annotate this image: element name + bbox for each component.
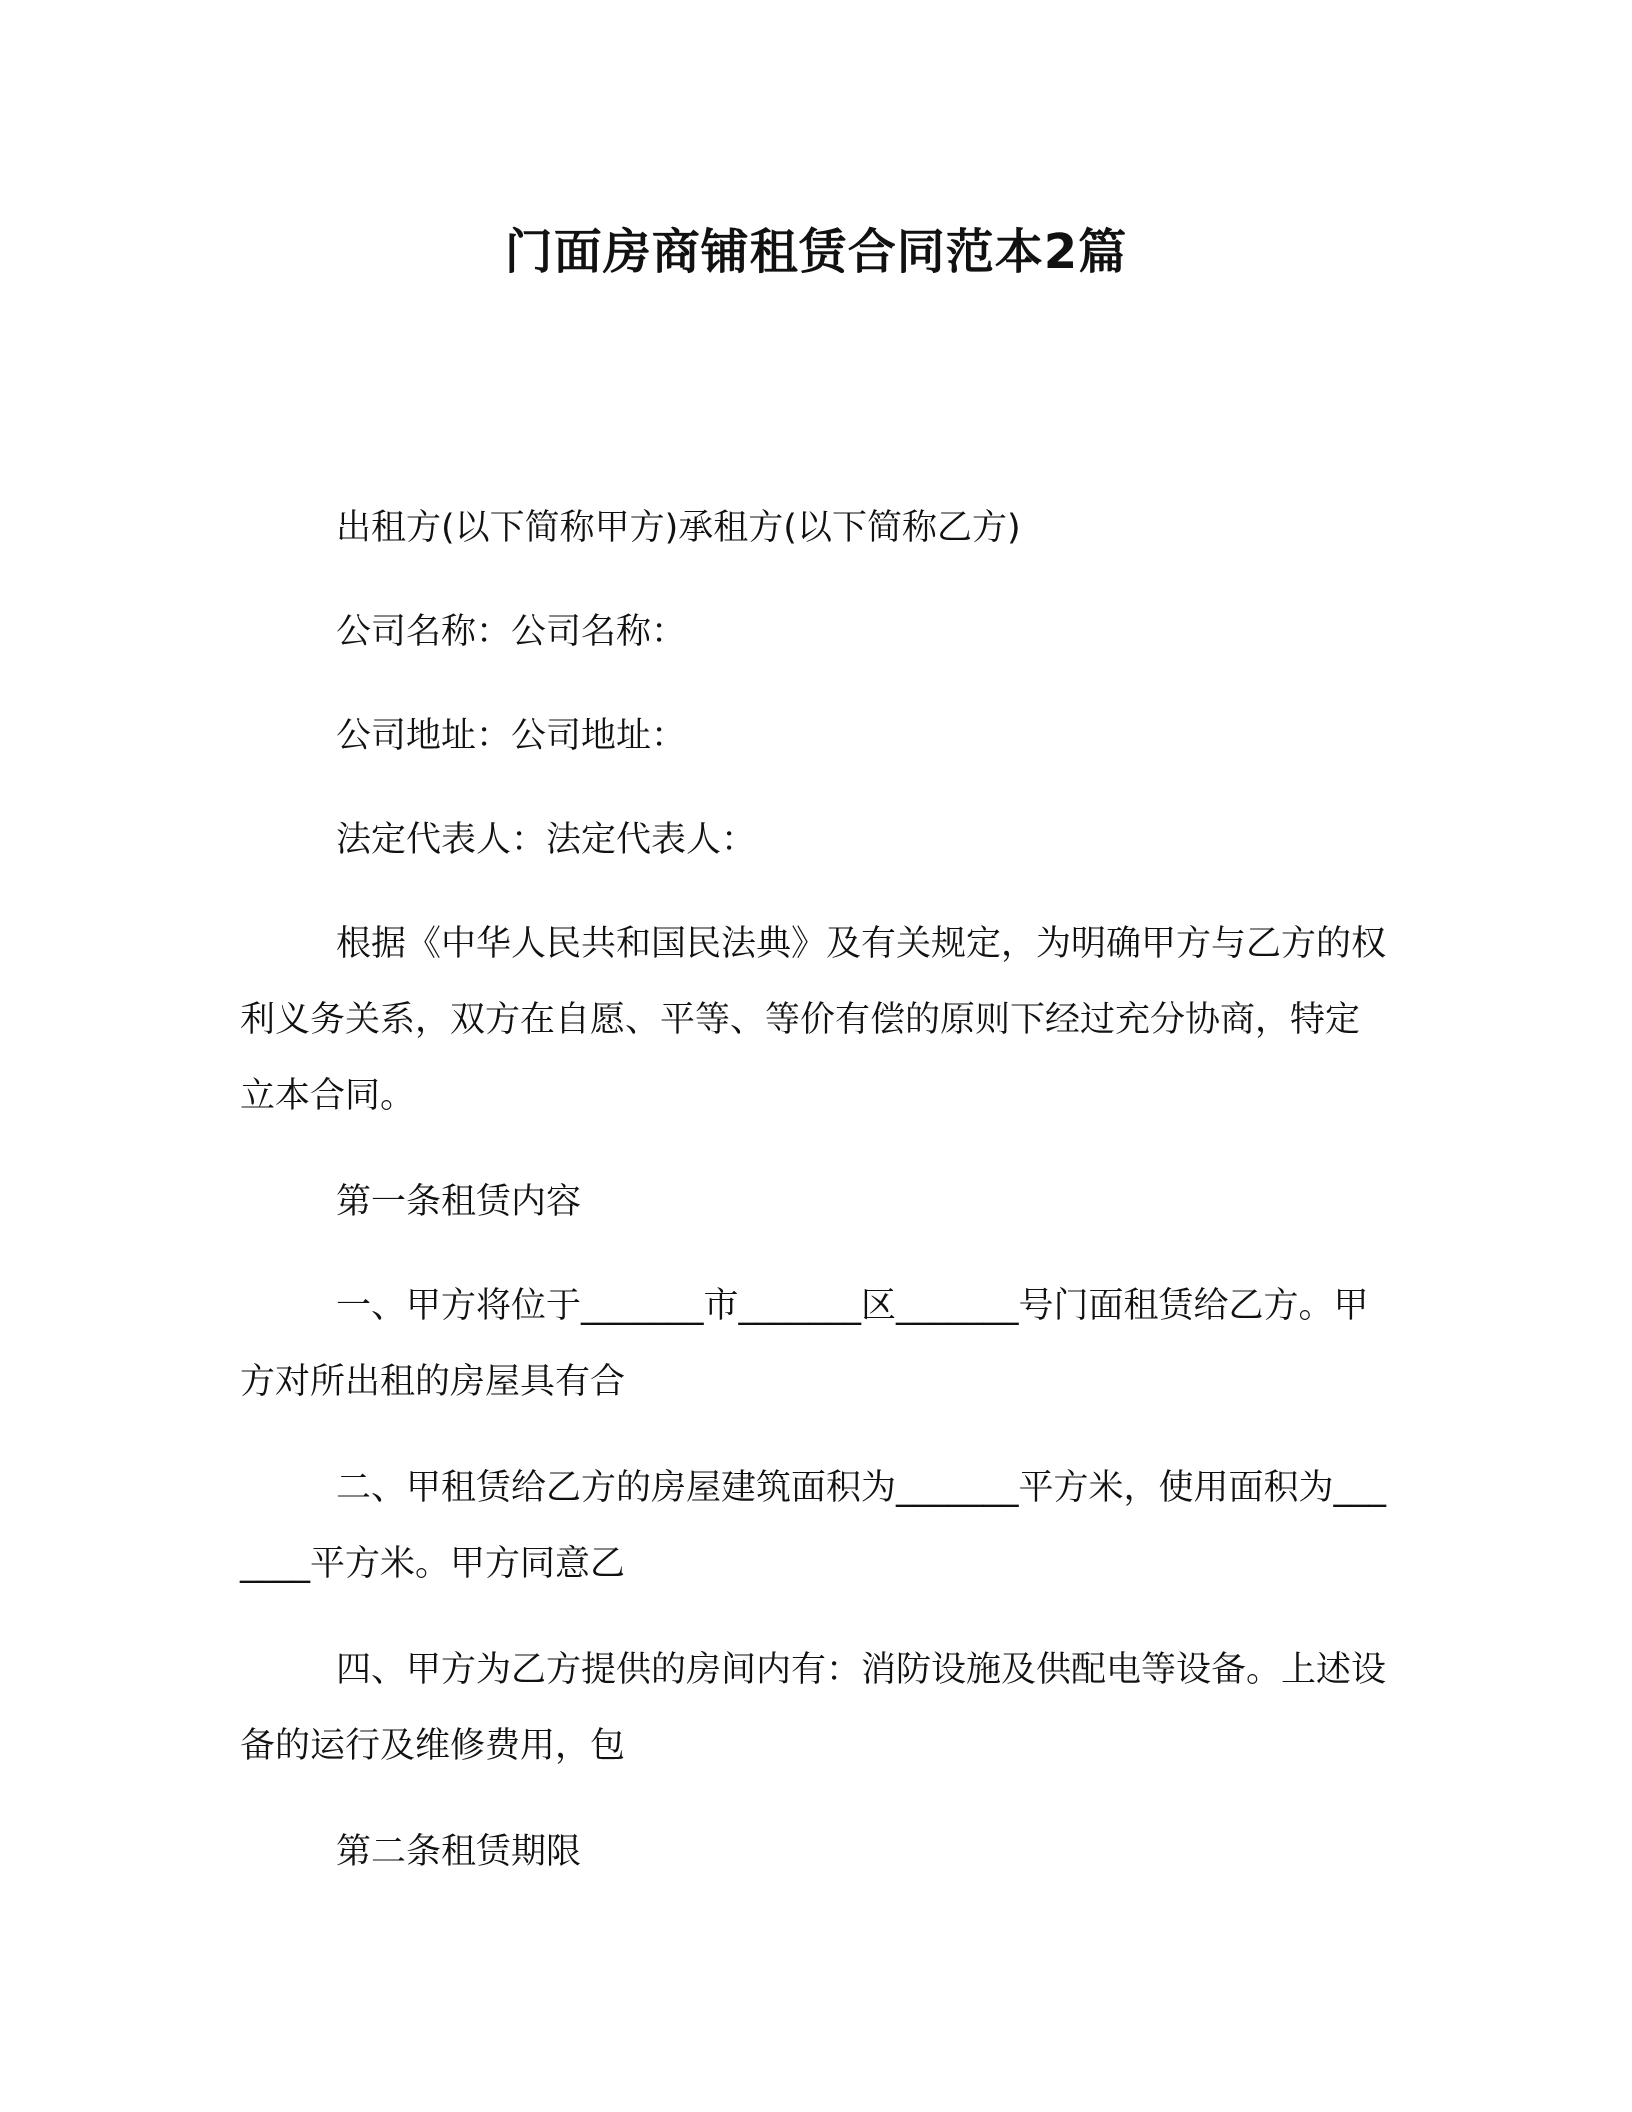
parties-line: 出租方(以下简称甲方)承租方(以下简称乙方)	[336, 508, 1021, 548]
clause-two-paragraph: 二、甲租赁给乙方的房屋建筑面积为_______平方米，使用面积为_______平方米。甲方同意乙	[240, 1468, 1387, 1584]
document-body	[240, 490, 1390, 1918]
document-title: 门面房商铺租赁合同范本2篇	[504, 224, 1128, 280]
article-two-heading: 第二条租赁期限	[336, 1832, 582, 1872]
company-name-line: 公司名称：公司名称：	[336, 612, 687, 652]
clause-four-paragraph: 四、甲方为乙方提供的房间内有：消防设施及供配电等设备。上述设备的运行及维修费用，包	[240, 1650, 1387, 1766]
legal-representative-line: 法定代表人：法定代表人：	[336, 820, 757, 860]
article-one-heading: 第一条租赁内容	[336, 1182, 582, 1222]
preamble-paragraph: 根据《中华人民共和国民法典》及有关规定，为明确甲方与乙方的权利义务关系，双方在自愿、平等、等价有偿的原则下经过充分协商，特定立本合同。	[240, 924, 1387, 1116]
clause-one-paragraph: 一、甲方将位于_______市_______区_______号门面租赁给乙方。甲方对所出租的房屋具有合	[240, 1286, 1369, 1402]
company-address-line: 公司地址：公司地址：	[336, 716, 687, 756]
